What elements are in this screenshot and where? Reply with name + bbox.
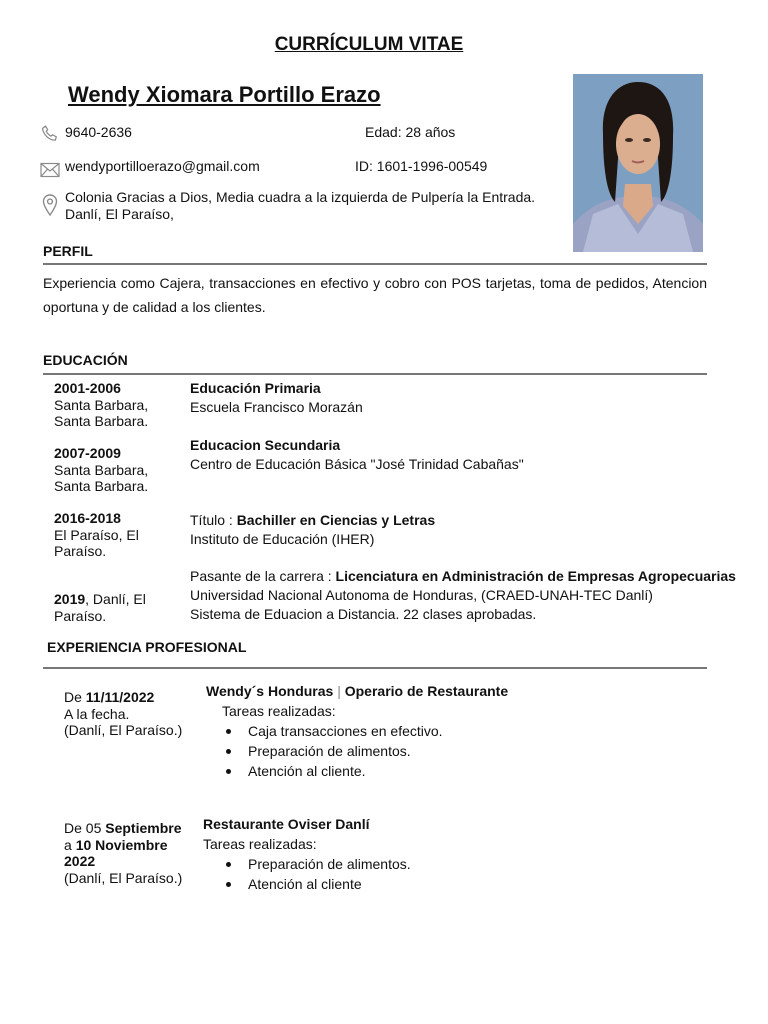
- education-school: Escuela Francisco Morazán: [190, 399, 363, 415]
- bullet: [226, 862, 231, 867]
- age: Edad: 28 años: [365, 124, 456, 140]
- list-item: [222, 721, 508, 741]
- phone-number: 9640-2636: [65, 124, 132, 140]
- bullet: [226, 729, 231, 734]
- education-entry-1: [190, 379, 363, 417]
- task-list: [206, 721, 508, 781]
- id-number: ID: 1601-1996-00549: [355, 158, 488, 174]
- address-line-1: Colonia Gracias a Dios, Media cuadra a la izquierda de Pulpería la Entrada.: [65, 189, 536, 205]
- portrait-illustration: [573, 74, 703, 252]
- list-item: [222, 874, 411, 894]
- task-list: [203, 854, 411, 894]
- title-separator: |: [333, 683, 345, 699]
- education-date-1: [54, 380, 148, 430]
- education-years: 2007-2009: [54, 445, 121, 461]
- section-divider: [43, 263, 707, 265]
- education-date-3: [54, 510, 139, 560]
- education-school: Centro de Educación Básica "José Trinidad Cabañas": [190, 456, 524, 472]
- envelope-icon: [40, 162, 60, 178]
- education-date-4: [54, 591, 146, 624]
- profile-photo: [573, 74, 703, 252]
- task-text: Atención al cliente: [248, 876, 362, 892]
- bullet: [226, 749, 231, 754]
- date-start: Septiembre: [105, 820, 182, 836]
- tasks-label: Tareas realizadas:: [203, 836, 317, 852]
- address: [65, 189, 535, 223]
- perfil-line-2: oportuna y de calidad a los clientes.: [43, 299, 266, 315]
- bullet: [226, 769, 231, 774]
- company-name: Wendy´s Honduras: [206, 683, 334, 699]
- education-degree: Educacion Secundaria: [190, 437, 341, 453]
- task-text: Atención al cliente.: [248, 763, 366, 779]
- address-line-2: Danlí, El Paraíso,: [65, 206, 174, 222]
- education-entry-3: [190, 511, 435, 549]
- date-end-year: 2022: [64, 853, 96, 869]
- location-pin-icon: [42, 194, 58, 216]
- section-title-experiencia: EXPERIENCIA PROFESIONAL: [47, 639, 247, 655]
- education-degree: Educación Primaria: [190, 380, 321, 396]
- education-place: , Danlí, El: [85, 591, 146, 607]
- experience-date-1: [64, 689, 182, 739]
- experience-entry-2: [203, 814, 411, 894]
- education-date-2: [54, 445, 148, 495]
- perfil-text: [43, 271, 707, 319]
- degree-prefix: Título :: [190, 512, 237, 528]
- education-place: Paraíso.: [54, 543, 107, 559]
- date-end: A la fecha.: [64, 705, 130, 722]
- list-item: [222, 761, 508, 781]
- perfil-line-1: Experiencia como Cajera, transacciones en efectivo y cobro con POS tarjetas, toma de pedidos, Atencion: [43, 275, 707, 291]
- date-prefix: De 05: [64, 820, 106, 836]
- date-prefix: a: [64, 836, 76, 853]
- date-start: 11/11/2022: [85, 689, 155, 705]
- education-place: Santa Barbara,: [54, 461, 149, 478]
- experience-location: (Danlí, El Paraíso.): [64, 722, 183, 738]
- date-end: 10 Noviembre: [75, 836, 168, 853]
- document-title: CURRÍCULUM VITAE: [274, 34, 464, 55]
- bullet: [226, 882, 231, 887]
- candidate-name: Wendy Xiomara Portillo Erazo: [68, 82, 381, 107]
- education-place: El Paraíso, El: [54, 526, 139, 543]
- education-years: 2019: [54, 591, 86, 607]
- phone-icon: [40, 124, 60, 144]
- education-place: Santa Barbara,: [54, 396, 149, 413]
- education-place: Santa Barbara.: [54, 478, 149, 494]
- section-title-educacion: EDUCACIÓN: [43, 352, 128, 368]
- tasks-label: Tareas realizadas:: [222, 703, 336, 719]
- date-prefix: De: [64, 689, 86, 705]
- job-role: Operario de Restaurante: [344, 683, 509, 699]
- list-item: [222, 741, 508, 761]
- education-place: Paraíso.: [54, 607, 107, 624]
- task-text: Preparación de alimentos.: [248, 743, 411, 759]
- list-item: [222, 854, 411, 874]
- section-title-perfil: PERFIL: [43, 243, 93, 259]
- section-divider: [43, 373, 707, 375]
- experience-date-2: [64, 820, 182, 886]
- experience-entry-1: [206, 681, 508, 781]
- education-years: 2001-2006: [54, 380, 121, 396]
- task-text: Caja transacciones en efectivo.: [248, 723, 443, 739]
- education-school: Universidad Nacional Autonoma de Honduras, (CRAED-UNAH-TEC Danlí): [190, 587, 653, 603]
- task-text: Preparación de alimentos.: [248, 856, 411, 872]
- education-note: Sistema de Eduacion a Distancia. 22 clases aprobadas.: [190, 606, 537, 622]
- education-entry-4: [190, 567, 736, 624]
- education-years: 2016-2018: [54, 510, 121, 526]
- education-degree: Bachiller en Ciencias y Letras: [236, 512, 436, 528]
- education-school: Instituto de Educación (IHER): [190, 531, 375, 547]
- education-entry-2: [190, 436, 524, 474]
- education-degree: Licenciatura en Administración de Empresas Agropecuarias: [335, 568, 736, 584]
- degree-prefix: Pasante de la carrera :: [190, 568, 336, 584]
- section-divider: [43, 667, 707, 669]
- education-place: Santa Barbara.: [54, 413, 149, 429]
- company-name: Restaurante Oviser Danlí: [203, 816, 370, 832]
- experience-location: (Danlí, El Paraíso.): [64, 869, 183, 886]
- email: wendyportilloerazo@gmail.com: [65, 158, 260, 174]
